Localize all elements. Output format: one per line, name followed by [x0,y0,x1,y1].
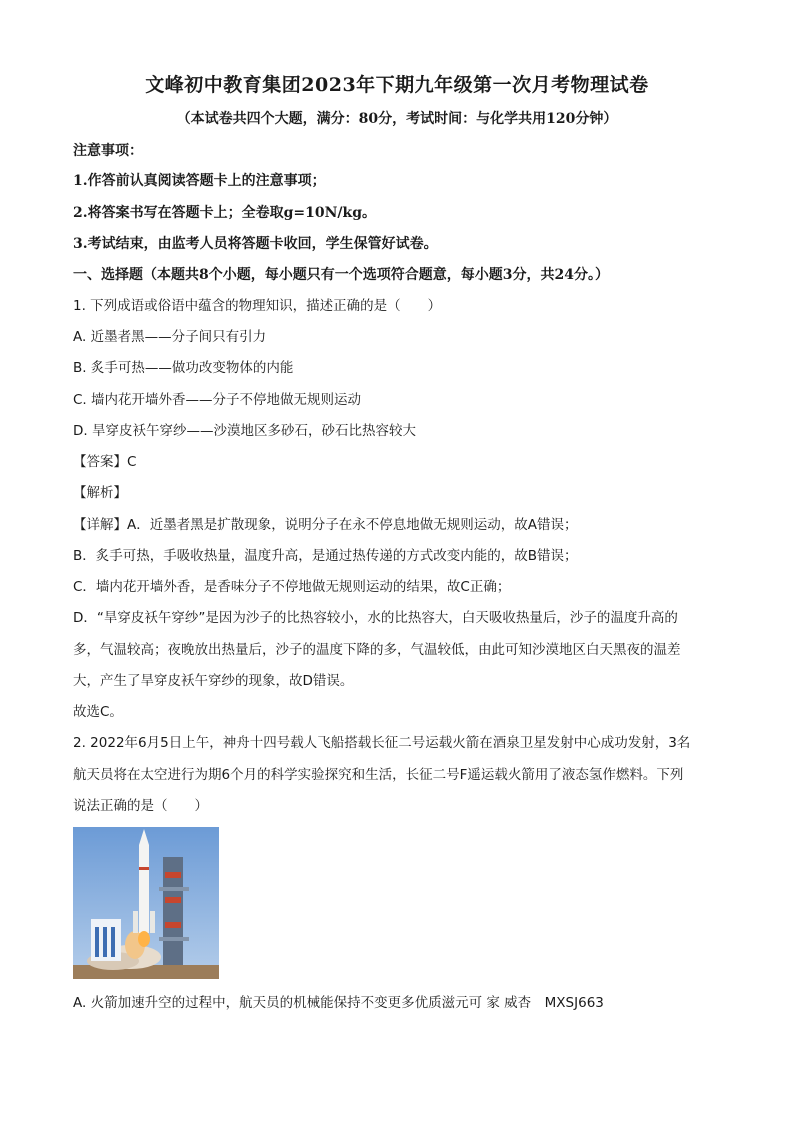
analysis-line: 大，产生了旱穿皮袄午穿纱的现象，故D错误。 [73,673,354,689]
analysis-line: C．墙内花开墙外香，是香味分子不停地做无规则运动的结果，故C正确； [73,579,511,595]
notice-item-3: 3.考试结束，由监考人员将答题卡收回，学生保管好试卷。 [73,236,438,252]
question-2-option-a: A. 火箭加速升空的过程中，航天员的机械能保持不变更多优质滋元可 家 威杏 MXSJ663 [73,995,604,1011]
analysis-line: B．炙手可热，手吸收热量，温度升高，是通过热传递的方式改变内能的，故B错误； [73,548,578,564]
question-1-option-d: D. 旱穿皮袄午穿纱——沙漠地区多砂石，砂石比热容较大 [73,423,416,439]
exam-subtitle: （本试卷共四个大题，满分：80分，考试时间：与化学共用120分钟） [176,111,618,127]
question-2-stem-line: 航天员将在太空进行为期6个月的科学实验探究和生活，长征二号F遥运载火箭用了液态氢作燃料。下列 [73,767,684,783]
question-1-option-a: A. 近墨者黑——分子间只有引力 [73,329,267,345]
analysis-label: 【解析】 [73,485,127,501]
analysis-line: 多，气温较高；夜晚放出热量后，沙子的温度下降的多，气温较低，由此可知沙漠地区白天黑夜的温差 [73,642,681,658]
notice-item-1: 1.作答前认真阅读答题卡上的注意事项； [73,173,326,189]
exam-title: 文峰初中教育集团2023年下期九年级第一次月考物理试卷 [145,74,649,96]
question-1-option-c: C. 墙内花开墙外香——分子不停地做无规则运动 [73,392,362,408]
section-heading: 一、选择题（本题共8个小题，每小题只有一个选项符合题意，每小题3分，共24分。） [73,267,609,283]
analysis-conclusion: 故选C。 [73,704,123,720]
notice-heading: 注意事项： [73,143,143,159]
rocket-launch-image [73,827,219,979]
question-1-option-b: B. 炙手可热——做功改变物体的内能 [73,360,294,376]
analysis-line: D．“旱穿皮袄午穿纱”是因为沙子的比热容较小，水的比热容大，白天吸收热量后，沙子的温度升高的 [73,610,678,626]
question-1-stem: 1. 下列成语或俗语中蕴含的物理知识，描述正确的是（ ） [73,298,442,314]
notice-item-2: 2.将答案书写在答题卡上；全卷取g=10N/kg。 [73,205,377,221]
question-2-stem-line: 2. 2022年6月5日上午，神舟十四号载人飞船搭载长征二号运载火箭在酒泉卫星发射中心成功发射，3名 [73,735,691,751]
analysis-line: 【详解】A．近墨者黑是扩散现象，说明分子在永不停息地做无规则运动，故A错误； [73,517,578,533]
answer-label: 【答案】C [73,454,137,470]
question-2-stem-line: 说法正确的是（ ） [73,798,208,814]
